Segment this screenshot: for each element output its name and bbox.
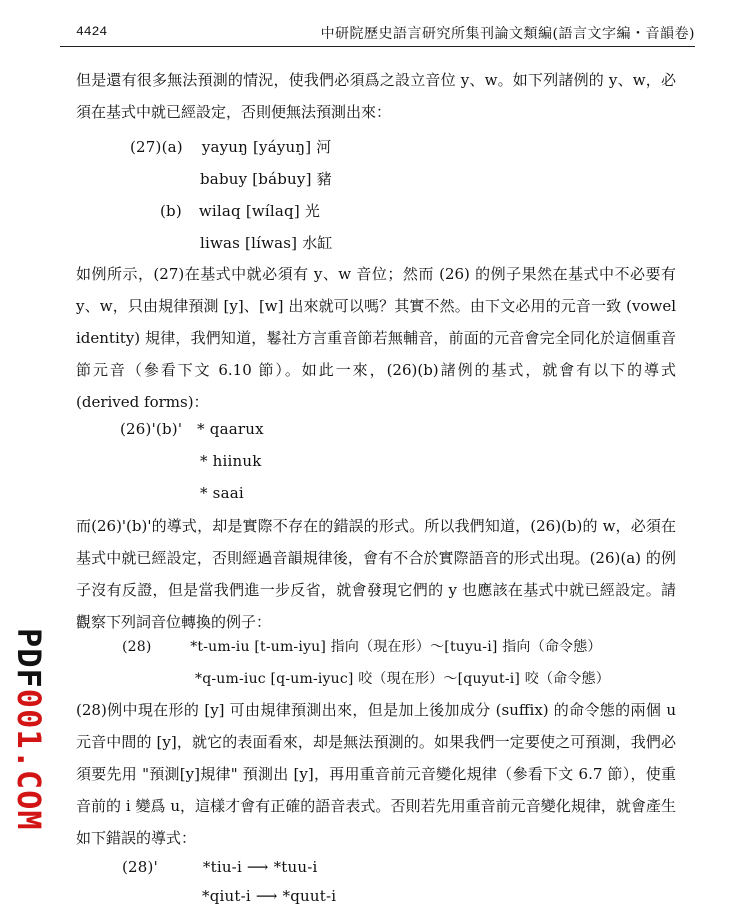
watermark <box>10 628 48 831</box>
example-27b-2: liwas [líwas] 水缸 <box>200 234 333 252</box>
example-27b-1: wilaq [wílaq] 光 <box>198 202 321 220</box>
example-28-2: *q-um-iuc [q-um-iyuc] 咬（現在形）～[quyut-i] 咬（命令態） <box>195 671 610 687</box>
example-28p-label: (28)' <box>122 858 158 876</box>
example-26-form-2: * hiinuk <box>200 452 262 470</box>
example-27-label: (27) <box>130 138 162 156</box>
running-header <box>60 20 695 47</box>
running-title: 中研院歷史語言研究所集刊論文類編(語言文字編・音韻卷) <box>320 26 695 42</box>
paragraph-3: 而(26)'(b)'的導式，却是實際不存在的錯誤的形式。所以我們知道，(26)(b)的 w，必須在基式中就已經設定，否則經過音韻規律後，會有不合於實際語音的形式出現。(26)(a) 的例子沒有反證，但是當我們進一步反省，就會發現它們的 y 也應該在基式中就已經設定。請觀察下列詞音位轉換的例子： <box>76 517 676 631</box>
example-27b-line-1 <box>160 200 320 221</box>
paragraph-2: 如例所示，(27)在基式中就必須有 y、w 音位；然而 (26) 的例子果然在基式中不必要有 y、w，只由規律預測 [y]、[w] 出來就可以嗎？其實不然。由下文必用的元音一致 (vowel identity) 規律，我們知道，鬈社方言重音節若無輔音，前面的元音會完全同化於這個重音節元音（參看下文 6.10 節）。如此一來，(26)(b)諸例的基式，就會有以下的導式 (derived forms)： <box>76 265 676 411</box>
paragraph-1: 但是還有很多無法預測的情況，使我們必須爲之設立音位 y、w。如下列諸例的 y、w，必須在基式中就已經設定，否則便無法預測出來： <box>76 71 676 121</box>
page-number: 4424 <box>76 24 108 39</box>
example-27a-1: yayuŋ [yáyuŋ] 河 <box>201 138 332 156</box>
paragraph-4: (28)例中現在形的 [y] 可由規律預測出來，但是加上後加成分 (suffix) 的命令態的兩個 u 元音中間的 [y]，就它的表面看來，却是無法預測的。如果我們一定要使之可預測，我們必須要先用 "預測[y]規律" 預測出 [y]，再用重音前元音變化規律（參看下文 6.7 節），使重音前的 i 變爲 u，這樣才會有正確的語音表式。否則若先用重音前元音變化規律，就會產生如下錯誤的導式： <box>76 701 676 847</box>
example-28p-1: *tiu-i ⟶ *tuu-i <box>202 858 318 876</box>
example-28p-line-1 <box>122 858 318 876</box>
example-28-label: (28) <box>122 639 152 655</box>
watermark-part-2: 001.COM <box>10 688 48 831</box>
example-27a-2: babuy [bábuy] 豬 <box>200 170 332 188</box>
example-28-line-1 <box>122 636 602 656</box>
example-28p-2: *qiut-i ⟶ *quut-i <box>202 887 337 905</box>
example-26-form-3: * saai <box>200 484 244 502</box>
example-26-label: (26)'(b)' <box>120 420 183 438</box>
example-28-1: *t-um-iu [t-um-iyu] 指向（現在形）～[tuyu-i] 指向（命令態） <box>190 639 602 655</box>
example-26-form-1: * qaarux <box>197 420 264 438</box>
watermark-part-1: PDF <box>10 628 48 689</box>
example-27a-line-1 <box>130 136 331 157</box>
example-27b-label: (b) <box>160 202 182 220</box>
example-27a-label: (a) <box>161 138 183 156</box>
example-26-line-1 <box>120 420 264 438</box>
